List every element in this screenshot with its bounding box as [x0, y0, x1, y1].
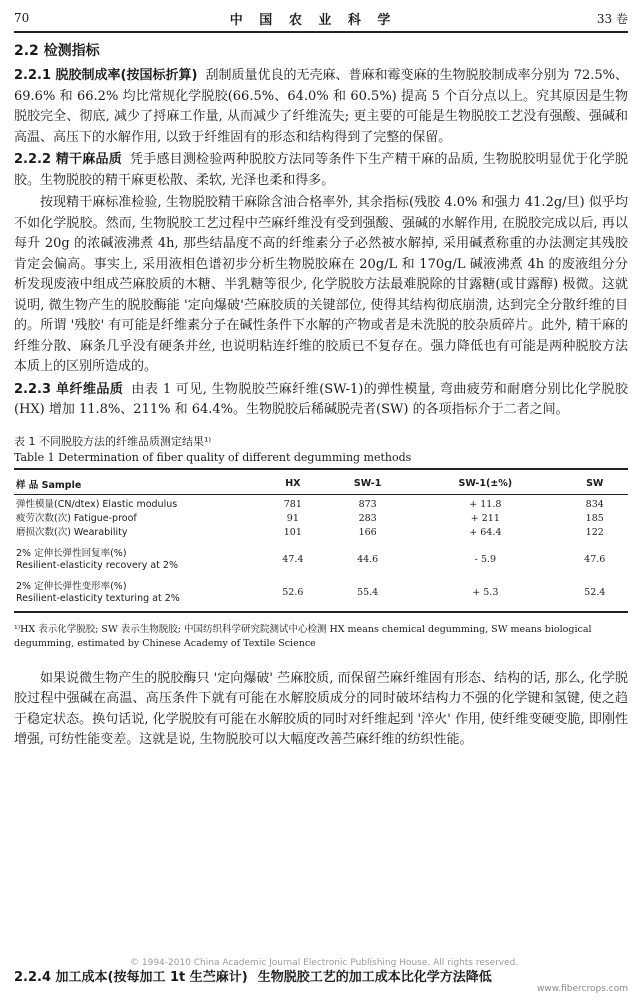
cell-sw: 834 — [585, 499, 604, 510]
journal-title: 中 国 农 业 科 学 — [229, 12, 397, 28]
fiber-quality-table — [14, 474, 628, 613]
row-label-cn: 2% 定伸长弹性变形率(%) — [16, 580, 127, 592]
cell-sw1: 873 — [358, 499, 377, 510]
site-watermark: www.fibercrops.com — [537, 984, 628, 994]
row-label — [14, 573, 260, 612]
cell-hx: 101 — [283, 527, 302, 538]
row-label: 磨损次数(次) Wearability — [16, 526, 128, 538]
cell-sw1: 166 — [358, 527, 377, 538]
subsection-heading: 2.2.4 加工成本(按每加工 1t 生苎麻计) — [14, 970, 248, 985]
table-header-sw1-pct: SW-1(±%) — [409, 474, 561, 495]
cell-hx: 91 — [286, 513, 299, 524]
paragraph-2-2-4 — [14, 968, 628, 988]
table-header-sw1: SW-1 — [326, 474, 409, 495]
table-footnote: ¹⁾HX 表示化学脱胶; SW 表示生物脱胶; 中国纺织科学研究院测试中心检测 HX means chemical degumming, SW means biological degumming, estimated by Chinese Academy of Textile Science — [14, 623, 592, 649]
row-label: 弹性模量(CN/dtex) Elastic modulus — [16, 498, 178, 510]
paragraph-text: 凭手感目测检验两种脱胶方法同等条件下生产精干麻的品质, 生物脱胶明显优于化学脱胶。生物脱胶的精干麻更松散、柔软, 光泽也柔和得多。 — [14, 152, 628, 188]
cell-sw1: 55.4 — [326, 573, 409, 612]
paragraph-text: 生物脱胶工艺的加工成本比化学方法降低 — [257, 970, 492, 985]
table-row — [14, 512, 628, 526]
row-label-en: Resilient-elasticity texturing at 2% — [16, 592, 180, 604]
table-row — [14, 494, 628, 512]
copyright-notice: © 1994-2010 China Academic Journal Electronic Publishing House. All rights reserved. — [130, 958, 519, 968]
table-row — [14, 526, 628, 540]
cell-sw: 52.4 — [561, 573, 628, 612]
subsection-heading: 2.2.1 脱胶制成率(按国标折算) — [14, 68, 198, 83]
table-row — [14, 573, 628, 612]
paragraph-discussion: 如果说微生物产生的脱胶酶只 '定向爆破' 苎麻胶质, 而保留苎麻纤维固有形态、结构的话, 那么, 化学脱胶过程中强碱在高温、高压条件下就有可能在水解胶质成分的同时破坏结构力不强的化学键和氢键, 使之趋于稳定状态。换句话说, 化学脱胶有可能在水解胶质的同时对纤维起到 '淬火' 作用, 使纤维变硬变脆, 即刚性增强, 可纺性能变差。这就是说, 生物脱胶可以大幅度改善苎麻纤维的纺织性能。 — [14, 670, 628, 747]
header-rule — [14, 31, 628, 33]
cell-sw1-pct: + 5.3 — [409, 573, 561, 612]
cell-hx: 52.6 — [260, 573, 326, 612]
cell-sw: 47.6 — [584, 554, 606, 565]
page-header — [14, 8, 628, 28]
row-label-cn: 2% 定伸长弹性回复率(%) — [16, 547, 127, 559]
table-row — [14, 540, 628, 573]
cell-sw1: 44.6 — [357, 554, 379, 565]
subsection-heading: 2.2.3 单纤维品质 — [14, 381, 124, 397]
cell-hx: 47.4 — [282, 554, 304, 565]
table-header-sample: 样 品 Sample — [14, 474, 260, 495]
table-header-sw: SW — [561, 474, 628, 495]
paragraph-text: 刮制质量优良的无壳麻、普麻和霉变麻的生物脱胶制成率分别为 72.5%、69.6% 和 66.2% 均比常规化学脱胶(66.5%、64.0% 和 60.5%) 提高 5 个百分点以上。究其原因是生物脱胶完全、彻底, 减少了捋麻工作量, 从而减少了纤维流失; 更主要的可能是生物脱胶工艺没有强酸、强碱和高温、高压下的水解作用, 以致于纤维固有的形态和结构得到了完整的保留。 — [14, 68, 628, 145]
paragraph-2-2-1 — [14, 66, 628, 148]
paragraph-2-2-2 — [14, 150, 628, 191]
row-label: 疲劳次数(次) Fatigue-proof — [16, 512, 137, 524]
article-body — [14, 40, 628, 753]
volume-label: 33 卷 — [596, 11, 628, 26]
paragraph-2-2-2-cont: 按现精干麻标准检验, 生物脱胶精干麻除含油合格率外, 其余指标(残胶 4.0% 和强力 41.2g/旦) 似乎均不如化学脱胶。然而, 生物脱胶工艺过程中苎麻纤维没有受到强酸、强碱的水解作用, 在脱胶完成以后, 再以每升 20g 的浓碱液沸煮 4h, 那些结晶度不高的纤维素分子必然被水解掉, 采用碱煮称重的办法测定其残胶肯定会偏高。事实上, 采用液相色谱初步分析生物脱胶麻在 20g/L 和 170g/L 碱液沸煮 4h 的废液组分分析发现废液中组成苎麻胶质的木糖、半乳糖等很少, 化学脱胶方法最难脱除的甘露糖(或甘露醇) 极微。这就说明, 微生物产生的脱胶酶能 '定向爆破'苎麻胶质的关键部位, 使得其结构彻底崩溃, 达到完全分散纤维的目的。所谓 '残胶' 有可能是纤维素分子在碱性条件下水解的产物或者是未洗脱的胶杂质碎片。此外, 精干麻的纤维分散、麻条几乎没有硬条并丝, 也说明粘连纤维的胶质已不复存在。强力降低也有可能是两种脱胶方法本质上的区别所造成的。 — [14, 195, 628, 374]
cell-sw1-pct: + 64.4 — [469, 527, 502, 538]
cell-sw1-pct: + 11.8 — [469, 499, 502, 510]
row-label — [14, 540, 260, 573]
subsection-heading: 2.2.2 精干麻品质 — [14, 152, 122, 167]
cell-sw1: 283 — [358, 513, 377, 524]
cell-sw1-pct: + 211 — [470, 513, 500, 524]
table-caption-en: Table 1 Determination of fiber quality of different degumming methods — [14, 450, 412, 464]
cell-sw: 185 — [585, 513, 604, 524]
paragraph-2-2-3 — [14, 380, 628, 421]
cell-sw1-pct: - 5.9 — [474, 554, 496, 565]
cell-sw: 122 — [585, 527, 604, 538]
page-number: 70 — [14, 11, 30, 25]
paragraph-text: 由表 1 可见, 生物脱胶苎麻纤维(SW-1)的弹性模量, 弯曲疲劳和耐磨分别比化学脱胶(HX) 增加 11.8%、211% 和 64.4%。生物脱胶后稀碱脱壳者(SW) 的各项指标介于二者之间。 — [14, 381, 628, 417]
table-header-row — [14, 474, 628, 495]
table-top-rule — [14, 468, 628, 470]
table-header-hx: HX — [260, 474, 326, 495]
table-caption-cn: 表 1 不同脱胶方法的纤维品质测定结果¹⁾ — [14, 434, 212, 448]
cell-hx: 781 — [283, 499, 302, 510]
section-title: 2.2 检测指标 — [14, 43, 100, 59]
row-label-en: Resilient-elasticity recovery at 2% — [16, 559, 178, 571]
